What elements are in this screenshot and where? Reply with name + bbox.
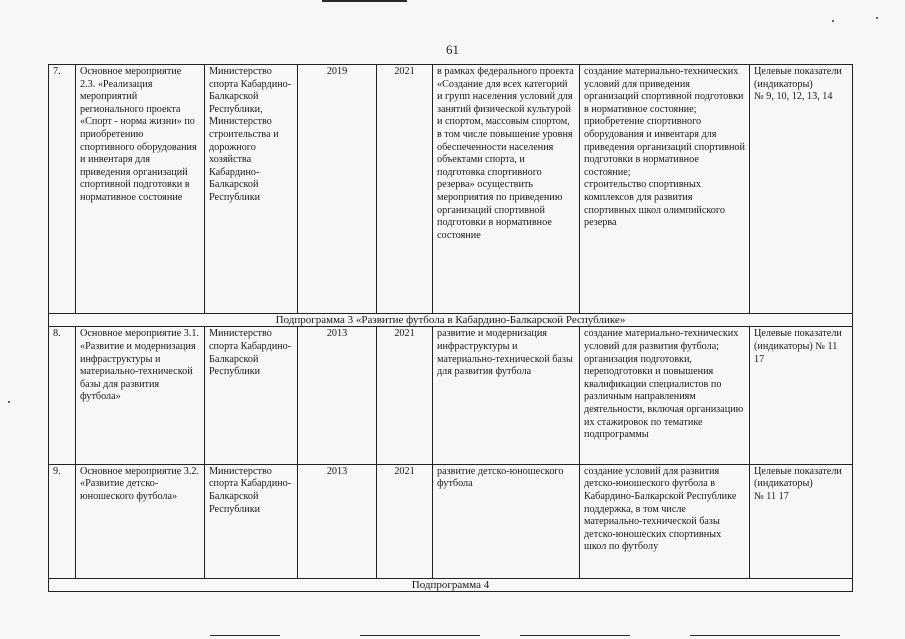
scan-artifact-bottom	[360, 635, 480, 636]
end-year: 2021	[377, 464, 433, 578]
expected-result: создание материально-технических условий для развития футбола; организация подготовки, переподготовки и повышения квалификации специалистов по различным направлениям деятельности, включая организацию их стажировок по тематике подпрограммы	[580, 327, 750, 464]
end-year: 2021	[377, 65, 433, 314]
table-row	[49, 327, 853, 464]
row-number: 7.	[49, 65, 76, 314]
measure-title: Основное мероприятие 3.2. «Развитие детско-юношеского футбола»	[76, 464, 205, 578]
direction: в рамках федерального проекта «Создание для всех категорий и групп населения условий для занятий физической культурой и спортом, массовым спортом, в том числе повышение уровня обеспеченности населения объектами спорта, и подготовка спортивного резерва» осуществить мероприятия по приведению организаций спортивной подготовки в нормативное состояние	[433, 65, 580, 314]
subprogram-header	[49, 314, 853, 327]
direction: развитие детско-юношеского футбола	[433, 464, 580, 578]
subprogram-header	[49, 578, 853, 591]
indicators: Целевые показатели (индикаторы) № 11 17	[750, 464, 853, 578]
row-number: 8.	[49, 327, 76, 464]
start-year: 2019	[298, 65, 377, 314]
executor: Министерство спорта Кабардино-Балкарской Республики	[205, 327, 298, 464]
subprogram-4-title: Подпрограмма 4	[49, 578, 853, 591]
start-year: 2013	[298, 464, 377, 578]
end-year: 2021	[377, 327, 433, 464]
expected-result: создание материально-технических условий для приведения организаций спортивной подготовки в нормативное состояние; приобретение спортивного оборудования и инвентаря для приведения организаций спортивной подготовки в нормативное состояние; строительство спортивных комплексов для развития спортивных школ олимпийского резерва	[580, 65, 750, 314]
scan-speck	[876, 17, 878, 19]
measures-table	[48, 64, 853, 592]
executor: Министерство спорта Кабардино-Балкарской Республики, Министерство строительства и дорожного хозяйства Кабардино-Балкарской Республики	[205, 65, 298, 314]
row-number: 9.	[49, 464, 76, 578]
start-year: 2013	[298, 327, 377, 464]
scan-artifact-top	[322, 0, 407, 2]
indicators: Целевые показатели (индикаторы) № 11 17	[750, 327, 853, 464]
measure-title: Основное мероприятие 2.3. «Реализация мероприятий регионального проекта «Спорт - норма жизни» по приобретению спортивного оборудования и инвентаря для приведения организаций спортивной подготовки в нормативное состояние	[76, 65, 205, 314]
scan-artifact-bottom	[210, 635, 280, 636]
expected-result: создание условий для развития детско-юношеского футбола в Кабардино-Балкарской Республике поддержка, в том числе материально-технической базы детско-юношеских спортивных школ по футболу	[580, 464, 750, 578]
table-row	[49, 65, 853, 314]
measure-title: Основное мероприятие 3.1. «Развитие и модернизация инфраструктуры и материально-технической базы для развития футбола»	[76, 327, 205, 464]
scan-artifact-bottom	[690, 635, 840, 636]
subprogram-3-title: Подпрограмма 3 «Развитие футбола в Кабардино-Балкарской Республике»	[49, 314, 853, 327]
scan-speck	[832, 20, 834, 22]
indicators: Целевые показатели (индикаторы) № 9, 10, 12, 13, 14	[750, 65, 853, 314]
executor: Министерство спорта Кабардино-Балкарской Республики	[205, 464, 298, 578]
direction: развитие и модернизация инфраструктуры и материально-технической базы для развития футбола	[433, 327, 580, 464]
page-number: 61	[446, 42, 459, 57]
table-row	[49, 464, 853, 578]
scan-speck	[8, 401, 10, 403]
scan-artifact-bottom	[520, 635, 630, 636]
